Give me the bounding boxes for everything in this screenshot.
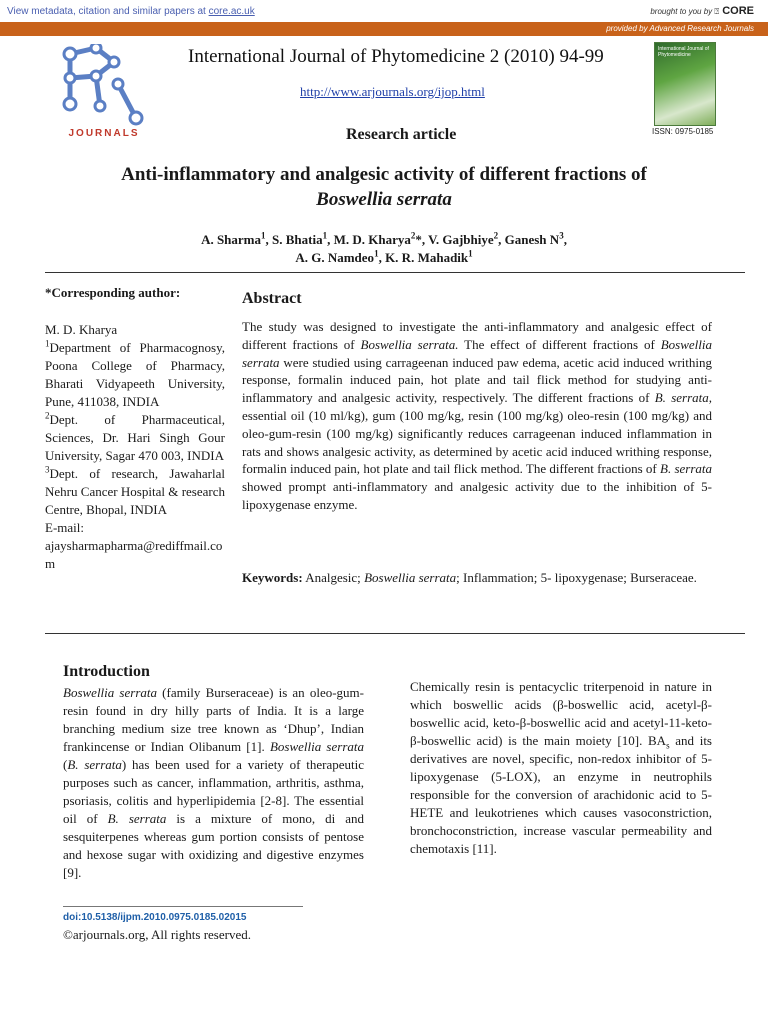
author-name: V. Gajbhiye [428, 232, 494, 247]
issn: ISSN: 0975-0185 [652, 127, 714, 136]
author-name: S. Bhatia [272, 232, 323, 247]
cover-title: International Journal of Phytomedicine [658, 46, 709, 58]
journal-url-link[interactable]: http://www.arjournals.org/ijop.html [300, 84, 485, 99]
corresponding-author-details [45, 321, 225, 573]
author-list [40, 231, 728, 267]
journal-title: International Journal of Phytomedicine 2 (2010) 94-99 [188, 46, 604, 67]
author-name: Ganesh N [504, 232, 560, 247]
affiliation-1: $^1$Department of Pharmacognosy, Poona College of Pharmacy, Bharati Vidyapeeth University, Pune, 411038, INDIA [45, 338, 225, 409]
paper-title [40, 162, 728, 212]
article-type: Research article [346, 126, 457, 143]
author-name: A. Sharma [201, 232, 262, 247]
author-name: K. R. Mahadik [385, 250, 469, 265]
author-name: M. D. Kharya [333, 232, 411, 247]
introduction-heading: Introduction [63, 663, 150, 680]
core-logo[interactable]: CORE [722, 5, 754, 17]
paper-title-line2: Boswellia serrata [316, 189, 452, 210]
affiliation-3: $^3$Dept. of research, Jawaharlal Nehru Cancer Hospital & research Centre, Bhopal, INDIA [45, 464, 225, 517]
email-address[interactable]: ajaysharmapharma@rediffmail.com [45, 538, 223, 571]
core-metadata-text: View metadata, citation and similar papers at core.ac.uk [7, 6, 255, 17]
email-label: E-mail: [45, 520, 84, 535]
abstract-heading: Abstract [242, 290, 302, 307]
divider-top [45, 272, 745, 273]
right-column-text: Chemically resin is pentacyclic triterpenoid in nature in which boswellic acids (β-boswellic acid, acetyl-β-boswellic acid, keto-β-boswellic acid and acetyl-11-keto-β-boswellic acid) is the main moiety [10]. $BA_s$ and its derivatives are novel, specific, non-redox inhibitor of 5-lipoxygenase (5-LOX), an enzyme in neutrophils responsible for the conversion of arachidonic acid to 5- HETE and leukotrienes which causes vasoconstriction, bronchoconstriction, increase vascular permeability and chemotaxis [11]. [410, 679, 712, 856]
footnote-divider [63, 906, 303, 907]
abstract-text: The study was designed to investigate the anti-inflammatory and analgesic effect of different fractions of Boswellia serrata. The effect of different fractions of Boswellia serrata were studied using carrageenan induced paw edema, acetic acid induced writhing response, formalin induced pain, hot plate and tail flick method for studying anti-inflammatory and analgesic activity, respectively. The different fractions of B. serrata, essential oil (10 ml/kg), gum (100 mg/kg, resin (100 mg/kg) oleo-resin (100 mg/kg) and oleo-gum-resin (100 mg/kg) significantly reduces carrageenan induced inflammation in rats and shows analgesic activity, as determined by acetic acid induced writhing response, formalin induced pain, hot plate and tail flick method. The different fractions of B. serrata showed prompt anti-inflammatory and analgesic activity due to the inhibition of 5-lipoxygenase enzyme. [242, 319, 713, 512]
core-link[interactable]: core.ac.uk [208, 6, 255, 17]
author-line2: A. G. Namdeo$^1$, K. R. Mahadik$^1$ [295, 248, 473, 265]
keywords-label: Keywords: [242, 570, 303, 585]
journal-cover-image [654, 42, 716, 126]
divider-bottom [45, 633, 745, 634]
introduction-text: Boswellia serrata (family Burseraceae) is an oleo-gum-resin found in dry hilly parts of India. It is a large branching medium size tree known as ‘Dhup’, Indian frankincense or Indian Olibanum [1]. Boswellia serrata (B. serrata) has been used for a variety of therapeutic purposes such as cancer, inflammation, arthritis, asthma, psoriasis, colitis and hyperlipidemia [2-8]. The essential oil of B. serrata is a mixture of mono, di and sesquiterpenes whereas gum portion consists of pentose and hexose sugar with oxidizing and digestive enzymes [9]. [63, 685, 365, 880]
logo-wordmark: JOURNALS [68, 128, 140, 139]
author-line1: A. Sharma$^1$, S. Bhatia$^1$, M. D. Kharya$^2$*, V. Gajbhiye$^2$, Ganesh $N^3$, [201, 230, 567, 247]
copyright-notice: ©arjournals.org, All rights reserved. [63, 927, 251, 942]
core-banner [0, 0, 768, 22]
core-provider-bar [0, 22, 768, 36]
core-brought-by: brought to you by ⍰ CORE [650, 5, 754, 17]
affiliation-2: $^2$Dept. of Pharmaceutical, Sciences, Dr. Hari Singh Gour University, Sagar 470 003, INDIA [45, 410, 225, 463]
corresponding-author-heading: *Corresponding author: [45, 285, 181, 300]
core-icon: ⍰ [714, 7, 720, 16]
paper-title-line1: Anti-inflammatory and analgesic activity of different fractions of [121, 164, 647, 185]
keywords: Keywords: Analgesic; Boswellia serrata; Inflammation; 5- lipoxygenase; Burseraceae. [242, 570, 697, 585]
corresponding-name: M. D. Kharya [45, 322, 118, 337]
journal-logo [56, 44, 152, 142]
doi-link[interactable]: doi:10.5138/ijpm.2010.0975.0185.02015 [63, 912, 247, 923]
core-provided-by: provided by Advanced Research Journals [606, 24, 754, 33]
author-name: A. G. Namdeo [295, 250, 375, 265]
